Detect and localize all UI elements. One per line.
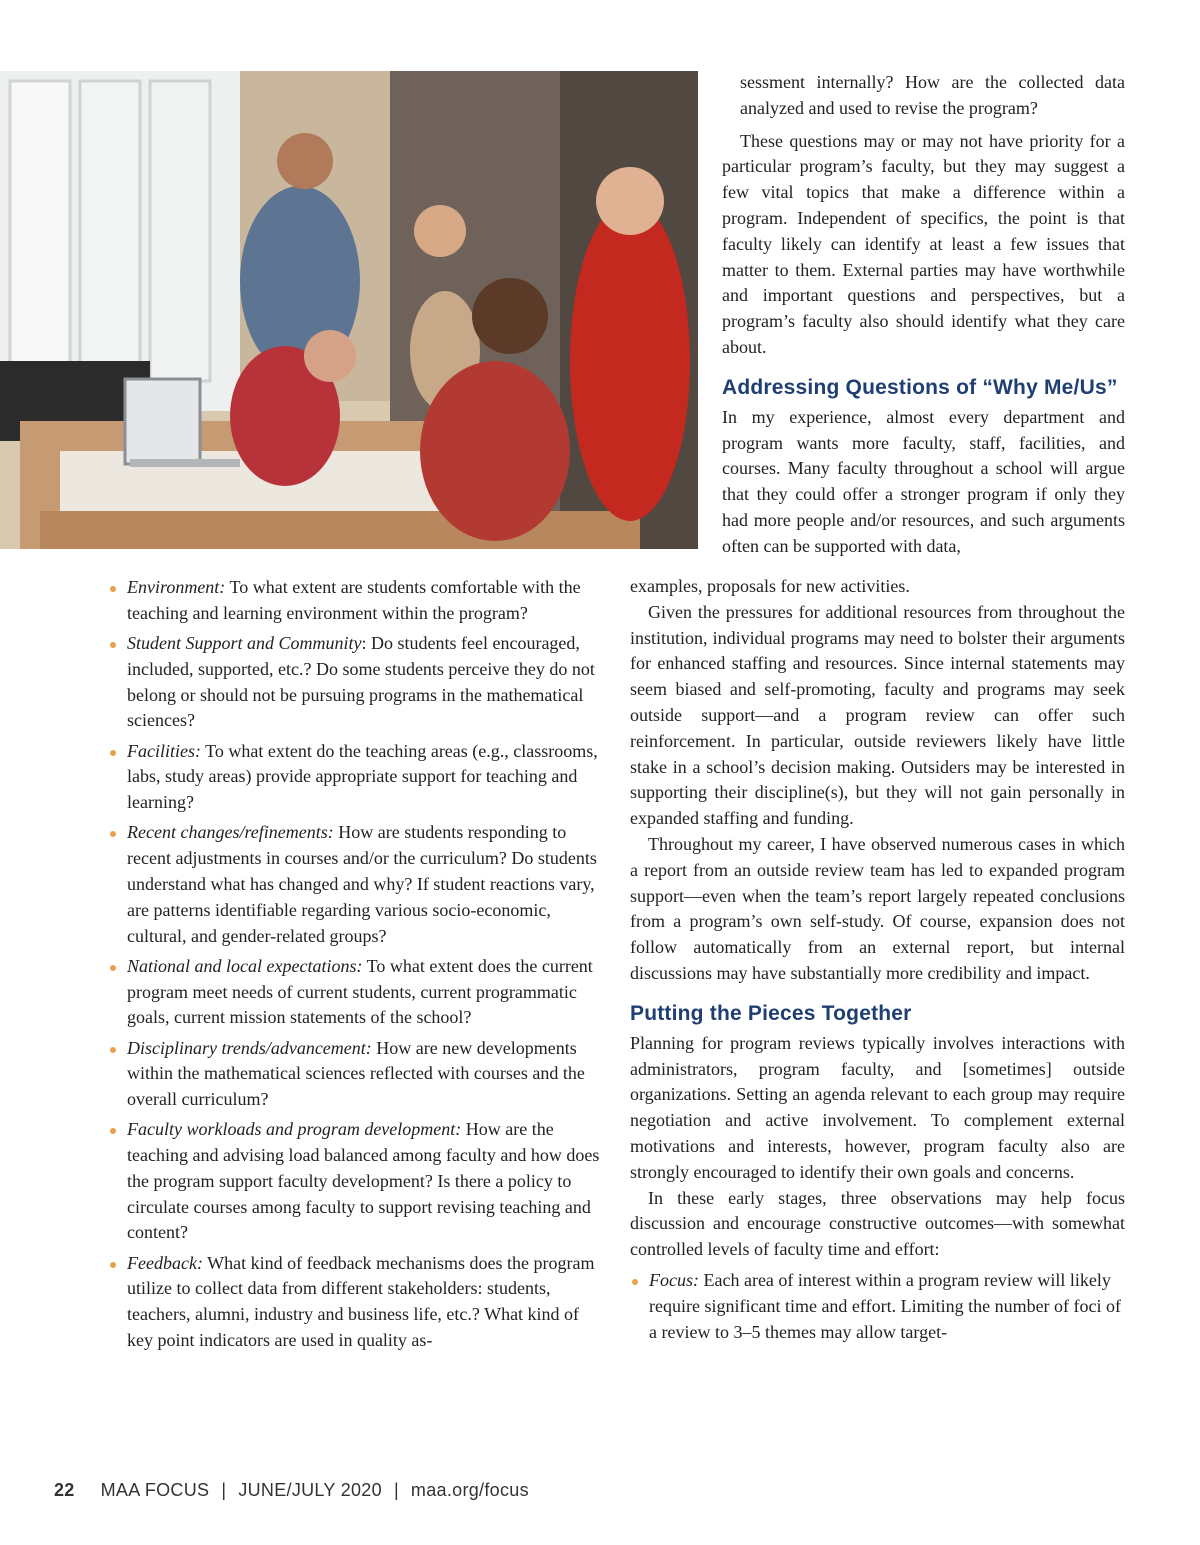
right-column-top — [722, 70, 1125, 560]
bullet-text: What kind of feedback mechanisms does the program utilize to collect data from different stakeholders: students, teachers, alumni, industry and business life, etc.? What kind of key point indicators are used in quality as- — [127, 1252, 595, 1351]
issue-date: JUNE/JULY 2020 — [238, 1480, 382, 1500]
bullet-text: To what extent do the teaching areas (e.g., classrooms, labs, study areas) provide appropriate support for teaching and learning? — [127, 740, 598, 813]
bullet-lead: Recent changes/refinements: — [127, 822, 334, 843]
bullet-text: To what extent does the current program meet needs of current students, current programmatic goals, current mission statements of the school? — [127, 955, 593, 1028]
bullet-text: How are the teaching and advising load balanced among faculty and how does the program support faculty development? Is there a policy to circulate courses among faculty to support revising teaching and content? — [127, 1119, 600, 1243]
footer-url: maa.org/focus — [410, 1480, 529, 1500]
footer-separator: | — [393, 1480, 399, 1500]
list-item — [108, 1117, 606, 1246]
bullet-lead: Focus: — [649, 1269, 699, 1290]
bullet-list — [108, 575, 606, 1358]
section-heading-putting-pieces-together: Putting the Pieces Together — [630, 1001, 912, 1025]
bullet-text: Each area of interest within a program review will likely require significant time and effort. Limiting the number of foci of a review to 3–5 themes may allow target- — [649, 1269, 1122, 1342]
bullet-lead: Disciplinary trends/advancement: — [127, 1037, 372, 1058]
bullet-list — [630, 1268, 1125, 1345]
magazine-name: MAA FOCUS — [100, 1480, 210, 1500]
bullet-text: To what extent are students comfortable with the teaching and learning environment within the program? — [127, 577, 581, 623]
paragraph: These questions may or may not have priority for a particular program’s faculty, but they may suggest a few vital topics that make a difference within a program. Independent of specifics, the point is that faculty likely can identify at least a few issues that matter to them. External parties may have worthwhile and important questions and perspectives, but a program’s faculty also should identify what they care about. — [722, 130, 1125, 357]
list-item — [108, 954, 606, 1031]
paragraph: Given the pressures for additional resources from throughout the institution, individual programs may need to bolster their arguments for enhanced staffing and resources. Since internal statements may seem biased and self-promoting, faculty and programs may seek outside support—and a program review can offer such reinforcement. In particular, outside reviewers likely have little stake in a school’s decision making. Outsiders may be interested in supporting their discipline(s), but they will not gain personally in expanded staffing and funding. — [630, 601, 1125, 829]
photo-illustration — [0, 71, 698, 549]
page-number: 22 — [54, 1480, 75, 1500]
article-photo — [0, 71, 698, 549]
paragraph: Throughout my career, I have observed numerous cases in which a report from an outside review team has led to expanded program support—even when the team’s report largely repeated conclusions from a program’s own self-study. Of course, expansion does not follow automatically from an external report, but internal discussions may have substantially more credibility and impact. — [630, 833, 1125, 983]
list-item — [108, 1251, 606, 1354]
paragraph: In these early stages, three observations may help focus discussion and encourage constructive outcomes—with somewhat controlled levels of faculty time and effort: — [630, 1187, 1125, 1260]
paragraph: In my experience, almost every department and program wants more faculty, staff, facilities, and courses. Many faculty throughout a school will argue that they could offer a stronger program if only they had more people and/or resources, and such arguments often can be supported with data, — [722, 406, 1125, 556]
list-item — [108, 820, 606, 949]
bullet-lead: Facilities: — [127, 740, 201, 761]
bullet-lead: Faculty workloads and program development: — [127, 1119, 462, 1140]
paragraph: Planning for program reviews typically involves interactions with administrators, program faculty, and [sometimes] outside organizations. Setting an agenda relevant to each group may require negotiation and active involvement. To complement external motivations and interests, however, program faculty also are strongly encouraged to identify their own goals and concerns. — [630, 1032, 1125, 1182]
bullet-lead: Student Support and Community — [127, 632, 362, 653]
page-footer — [54, 1480, 529, 1501]
bullet-text: How are new developments within the mathematical sciences reflected with courses and the overall curriculum? — [127, 1037, 585, 1110]
paragraph-continued: examples, proposals for new activities. — [630, 576, 910, 596]
list-item — [630, 1268, 1125, 1345]
paragraph-continued: sessment internally? How are the collected data analyzed and used to revise the program? — [740, 72, 1125, 118]
footer-separator: | — [221, 1480, 227, 1500]
list-item — [108, 739, 606, 816]
list-item — [108, 1036, 606, 1113]
list-item — [108, 575, 606, 627]
right-column-bottom — [630, 574, 1125, 1350]
bullet-lead: National and local expectations: — [127, 955, 363, 976]
bullet-lead: Environment: — [127, 577, 226, 597]
section-heading-why-me-us: Addressing Questions of “Why Me/Us” — [722, 375, 1118, 399]
list-item — [108, 631, 606, 734]
bullet-text: : Do students feel encouraged, included, supported, etc.? Do some students perceive they do not belong or should not be pursuing programs in the mathematical sciences? — [127, 632, 595, 731]
bullet-text: How are students responding to recent adjustments in courses and/or the curriculum? Do students understand what has changed and why? If student reactions vary, are patterns identifiable regarding various socio-economic, cultural, and gender-related groups? — [127, 822, 597, 946]
bullet-lead: Feedback: — [127, 1252, 203, 1273]
